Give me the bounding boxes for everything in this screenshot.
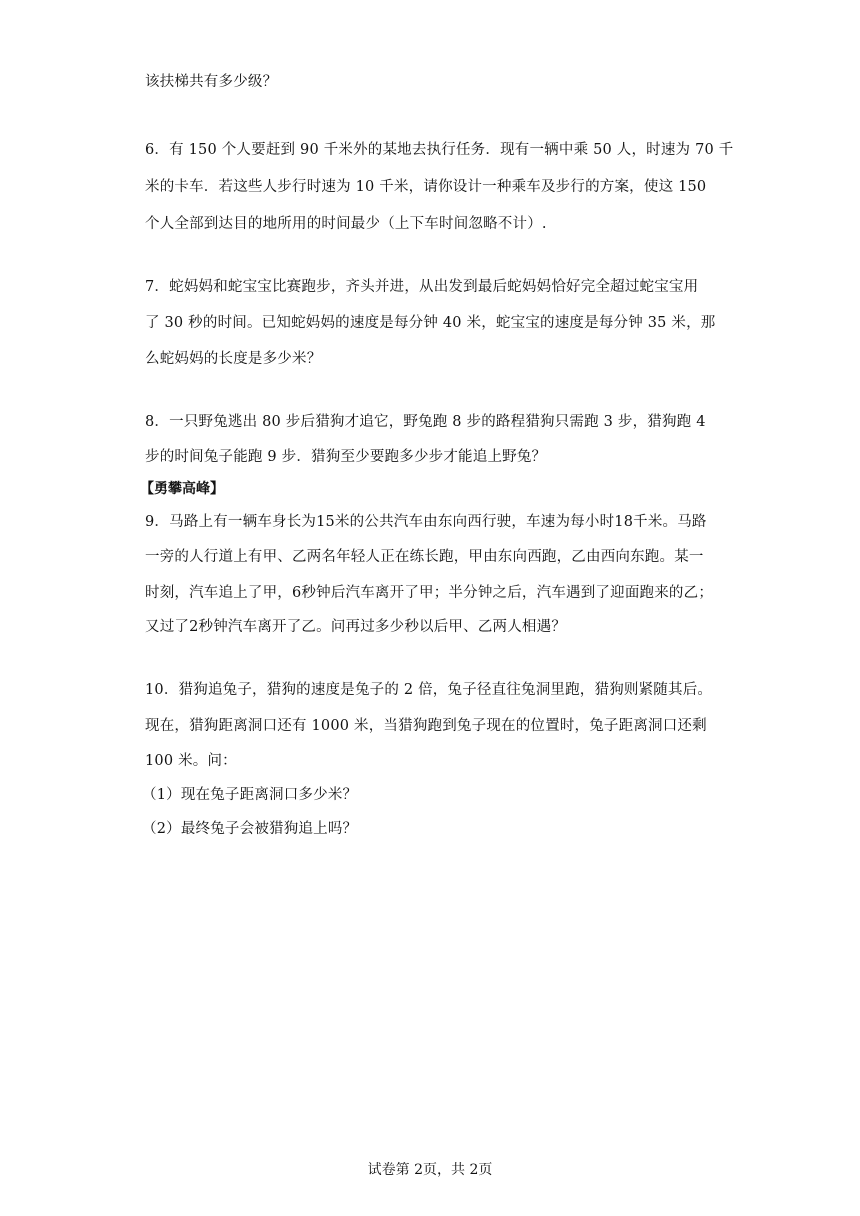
- question-10-line-1: 10．猎狗追兔子，猎狗的速度是兔子的 2 倍，兔子径直往兔洞里跑，猎狗则紧随其后。: [145, 682, 713, 698]
- question-9-line-3: 时刻，汽车追上了甲，6秒钟后汽车离开了甲；半分钟之后，汽车遇到了迎面跑来的乙；: [145, 585, 714, 601]
- question-10-line-2: 现在，猎狗距离洞口还有 1000 米，当猎狗跑到兔子现在的位置时，兔子距离洞口还剩: [145, 718, 707, 734]
- question-6-line-3: 个人全部到达目的地所用的时间最少（上下车时间忽略不计）.: [145, 216, 547, 232]
- question-7-line-3: 么蛇妈妈的长度是多少米？: [145, 351, 322, 367]
- question-6-line-1: 6．有 150 个人要赶到 90 千米外的某地去执行任务．现有一辆中乘 50 人，时速为 70 千: [145, 142, 734, 158]
- question-10-sub-1: （1）现在兔子距离洞口多少米？: [142, 787, 358, 803]
- question-9-line-1: 9．马路上有一辆车身长为15米的公共汽车由东向西行驶，车速为每小时18千米。马路: [145, 514, 707, 530]
- question-9-line-2: 一旁的人行道上有甲、乙两名年轻人正在练长跑，甲由东向西跑，乙由西向东跑。某一: [145, 549, 704, 565]
- question-10-line-3: 100 米。问：: [145, 753, 237, 769]
- previous-question-continuation: 该扶梯共有多少级？: [145, 74, 278, 90]
- section-heading: 【勇攀高峰】: [140, 481, 224, 497]
- question-7-line-1: 7．蛇妈妈和蛇宝宝比赛跑步，齐头并进，从出发到最后蛇妈妈恰好完全超过蛇宝宝用: [145, 279, 699, 295]
- question-6-line-2: 米的卡车．若这些人步行时速为 10 千米，请你设计一种乘车及步行的方案，使这 150: [145, 179, 707, 195]
- question-8-line-2: 步的时间兔子能跑 9 步．猎狗至少要跑多少步才能追上野兔？: [145, 449, 547, 465]
- question-9-line-4: 又过了2秒钟汽车离开了乙。问再过多少秒以后甲、乙两人相遇？: [145, 619, 567, 635]
- page-footer: 试卷第 2页，共 2页: [367, 1162, 493, 1178]
- question-8-line-1: 8．一只野兔逃出 80 步后猎狗才追它，野兔跑 8 步的路程猎狗只需跑 3 步，猎狗跑 4: [145, 414, 706, 430]
- question-10-sub-2: （2）最终兔子会被猎狗追上吗？: [142, 821, 358, 837]
- question-7-line-2: 了 30 秒的时间。已知蛇妈妈的速度是每分钟 40 米，蛇宝宝的速度是每分钟 35 米，那: [145, 315, 716, 331]
